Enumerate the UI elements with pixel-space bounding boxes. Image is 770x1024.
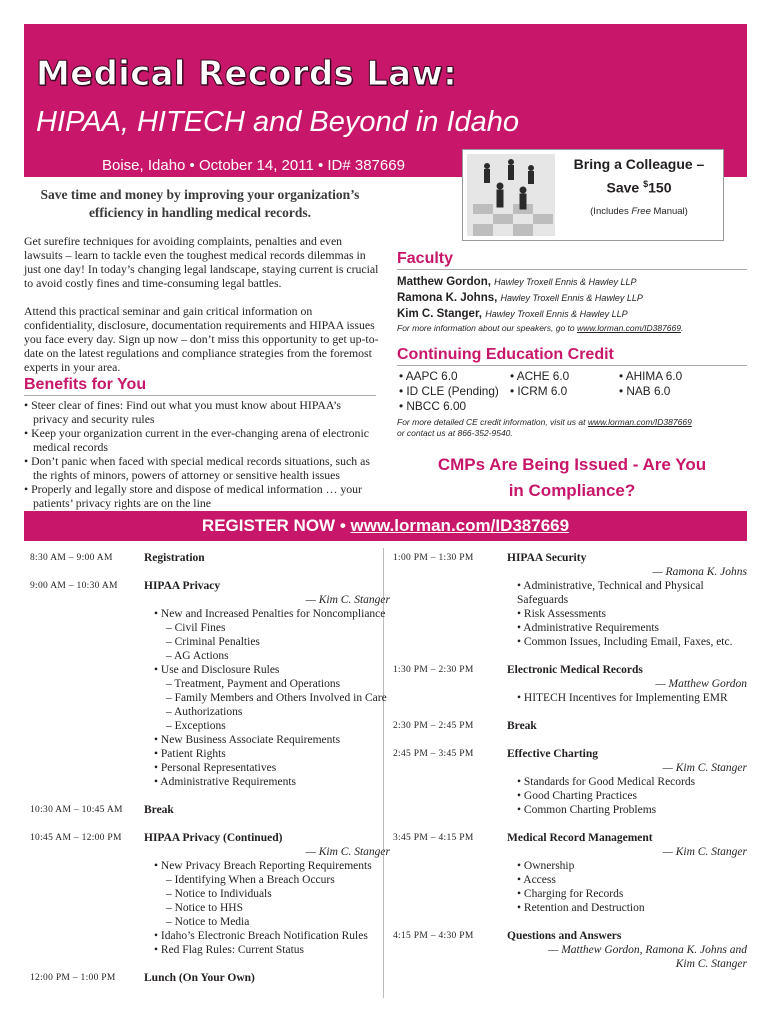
- schedule-time: 4:15 PM – 4:30 PM: [393, 931, 474, 941]
- cmps-line-1: CMPs Are Being Issued - Are You: [437, 455, 707, 474]
- session-presenter: — Kim C. Stanger: [305, 846, 390, 858]
- schedule-time: 12:00 PM – 1:00 PM: [30, 973, 116, 983]
- session-title: Break: [507, 720, 537, 732]
- manual-note-post: Manual): [650, 205, 688, 217]
- page-title: Medical Records Law:: [36, 54, 458, 94]
- schedule-time: 1:00 PM – 1:30 PM: [393, 553, 474, 563]
- session-presenter: — Matthew Gordon: [655, 678, 747, 690]
- session-subtopic: – Criminal Penalties: [166, 636, 260, 648]
- faculty-firm: Hawley Troxell Ennis & Hawley LLP: [494, 277, 637, 287]
- schedule-details: [144, 579, 390, 789]
- cmps-line-2: in Compliance?: [508, 481, 636, 500]
- faculty-more-pre: For more information about our speakers, go to: [397, 323, 578, 333]
- session-presenter: — Kim C. Stanger: [662, 762, 747, 774]
- manual-note-pre: (Includes: [590, 205, 632, 217]
- session-topic: • Use and Disclosure Rules: [154, 664, 280, 676]
- session-title: HIPAA Privacy (Continued): [144, 832, 283, 844]
- session-topic: • Risk Assessments: [517, 608, 607, 620]
- session-topic: Safeguards: [517, 594, 569, 606]
- schedule-item: [393, 719, 747, 733]
- session-topic: • Administrative Requirements: [517, 622, 660, 634]
- intro-paragraph-2: Attend this practical seminar and gain critical information on confidentiality, disclosure, documentation requirements and HIPAA issues you face every day. Sign up now – don’t miss this opportunity to get up-to-date on the latest regulations and compliance strategies from the foremost experts in your area.: [24, 304, 379, 374]
- schedule-time: 3:45 PM – 4:15 PM: [393, 833, 474, 843]
- ce-note-pre: For more detailed CE credit information, visit us at: [397, 417, 588, 427]
- ce-credit: • ID CLE (Pending): [399, 384, 499, 398]
- faculty-link[interactable]: www.lorman.com/ID387669: [577, 323, 681, 333]
- faculty-more-info: [397, 322, 747, 334]
- lead-statement: Save time and money by improving your organization’s efficiency in handling medical records.: [40, 187, 360, 220]
- ce-note-post: or contact us at 866-352-9540.: [397, 428, 513, 438]
- list-item: • Steer clear of fines: Find out what you must know about HIPAA’s privacy and security rules: [24, 398, 341, 426]
- schedule-details: [144, 831, 390, 957]
- schedule-details: [507, 929, 747, 971]
- colleague-headline: Bring a Colleague –: [573, 156, 705, 172]
- ce-credit: • AAPC 6.0: [399, 369, 458, 383]
- faculty-name: Ramona K. Johns,: [397, 292, 498, 304]
- business-people-chess-image: [467, 154, 555, 236]
- session-subtopic: – Identifying When a Breach Occurs: [166, 874, 335, 886]
- session-topic: • Charging for Records: [517, 888, 624, 900]
- ce-link[interactable]: www.lorman.com/ID387669: [587, 417, 692, 427]
- session-topic: • Idaho’s Electronic Breach Notification Rules: [154, 930, 368, 942]
- schedule-left: [30, 551, 390, 985]
- session-presenter: Kim C. Stanger: [675, 958, 747, 970]
- colleague-save: [555, 174, 723, 198]
- session-subtopic: – Notice to Media: [166, 916, 250, 928]
- faculty-firm: Hawley Troxell Ennis & Hawley LLP: [500, 293, 643, 303]
- schedule-item: [30, 551, 390, 565]
- session-topic: • Standards for Good Medical Records: [517, 776, 696, 788]
- session-topic: • Access: [517, 874, 556, 886]
- faculty-title: Faculty: [397, 250, 747, 270]
- ce-note: [397, 417, 747, 439]
- faculty-section: [397, 250, 747, 334]
- register-bar: [24, 511, 747, 541]
- session-topic: • New Business Associate Requirements: [154, 734, 341, 746]
- benefits-title: Benefits for You: [24, 376, 376, 396]
- session-topic: • Common Issues, Including Email, Faxes, etc.: [517, 636, 733, 648]
- session-topic: • Administrative, Technical and Physical: [517, 580, 704, 592]
- schedule-time: 1:30 PM – 2:30 PM: [393, 665, 474, 675]
- session-topic: • Retention and Destruction: [517, 902, 645, 914]
- faculty-member: [397, 306, 747, 322]
- schedule-time: 10:45 AM – 12:00 PM: [30, 833, 122, 843]
- session-title: HIPAA Privacy: [144, 580, 221, 592]
- faculty-member: [397, 290, 747, 306]
- register-link[interactable]: www.lorman.com/ID387669: [350, 516, 570, 535]
- session-subtopic: – AG Actions: [166, 650, 229, 662]
- event-meta: Boise, Idaho • October 14, 2011 • ID# 387669: [102, 157, 405, 174]
- ce-credits: [397, 369, 747, 413]
- session-title: Electronic Medical Records: [507, 664, 643, 676]
- session-subtopic: – Authorizations: [166, 706, 243, 718]
- manual-note: [555, 206, 723, 217]
- session-topic: • Ownership: [517, 860, 575, 872]
- session-subtopic: – Treatment, Payment and Operations: [166, 678, 341, 690]
- schedule-time: 10:30 AM – 10:45 AM: [30, 805, 123, 815]
- schedule-details: [507, 663, 747, 705]
- schedule-details: [507, 831, 747, 915]
- colleague-text: [555, 154, 723, 217]
- save-prefix: Save: [606, 179, 644, 196]
- ce-title: Continuing Education Credit: [397, 346, 747, 366]
- session-presenter: — Ramona K. Johns: [652, 566, 747, 578]
- session-topic: • New Privacy Breach Reporting Requirements: [154, 860, 372, 872]
- session-title: Medical Record Management: [507, 832, 653, 844]
- save-amount: 150: [648, 179, 672, 196]
- ce-credit: • ACHE 6.0: [510, 369, 570, 383]
- faculty-more-post: .: [680, 323, 684, 333]
- ce-section: [397, 346, 747, 439]
- ce-credit: • ICRM 6.0: [510, 384, 568, 398]
- session-topic: • HITECH Incentives for Implementing EMR: [517, 692, 728, 704]
- schedule-time: 2:30 PM – 2:45 PM: [393, 721, 474, 731]
- session-title: Questions and Answers: [507, 930, 622, 942]
- session-topic: • New and Increased Penalties for Noncompliance: [154, 608, 386, 620]
- session-topic: • Personal Representatives: [154, 762, 277, 774]
- colleague-offer-box: [462, 149, 724, 241]
- list-item: • Properly and legally store and dispose of medical information … your patients’ privacy rights are on the line: [24, 482, 362, 510]
- ce-credit: • NBCC 6.00: [399, 399, 467, 413]
- schedule-item: [30, 579, 390, 789]
- faculty-name: Kim C. Stanger,: [397, 308, 482, 320]
- intro-paragraph-1: Get surefire techniques for avoiding complaints, penalties and even lawsuits – learn to tackle even the toughest medical records dilemmas in just one day! In today’s changing legal landscape, staying current is crucial to avoid costly fines and time-consuming legal battles.: [24, 234, 379, 290]
- session-subtopic: – Notice to HHS: [166, 902, 243, 914]
- register-label: REGISTER NOW •: [201, 516, 351, 535]
- session-subtopic: – Exceptions: [166, 720, 226, 732]
- schedule-item: [30, 803, 390, 817]
- schedule-details: [507, 551, 747, 649]
- session-subtopic: – Notice to Individuals: [166, 888, 272, 900]
- manual-note-free: Free: [631, 205, 651, 217]
- session-topic: • Good Charting Practices: [517, 790, 637, 802]
- session-topic: • Patient Rights: [154, 748, 226, 760]
- session-subtopic: – Family Members and Others Involved in Care: [166, 692, 387, 704]
- faculty-member: [397, 274, 747, 290]
- schedule-time: 9:00 AM – 10:30 AM: [30, 581, 118, 591]
- schedule-item: [393, 929, 747, 971]
- page-subtitle: HIPAA, HITECH and Beyond in Idaho: [36, 106, 520, 138]
- benefits-list: [24, 398, 376, 510]
- schedule-details: [144, 551, 390, 565]
- list-item: • Don’t panic when faced with special medical records situations, such as the rights of minors, powers of attorney or sensitive health issues: [24, 454, 370, 482]
- schedule-right: [393, 551, 747, 971]
- session-title: Registration: [144, 552, 205, 564]
- schedule-details: [144, 803, 390, 817]
- schedule-time: 8:30 AM – 9:00 AM: [30, 553, 113, 563]
- schedule-details: [144, 971, 390, 985]
- cmps-callout: [397, 452, 747, 504]
- session-title: Break: [144, 804, 174, 816]
- schedule-details: [507, 747, 747, 817]
- session-presenter: — Kim C. Stanger: [662, 846, 747, 858]
- benefits-section: [24, 376, 376, 510]
- schedule-item: [393, 551, 747, 649]
- list-item: • Keep your organization current in the ever-changing arena of electronic medical records: [24, 426, 369, 454]
- schedule-time: 2:45 PM – 3:45 PM: [393, 749, 474, 759]
- session-title: Lunch (On Your Own): [144, 972, 255, 984]
- session-presenter: — Matthew Gordon, Ramona K. Johns and: [548, 944, 747, 956]
- session-title: HIPAA Security: [507, 552, 587, 564]
- faculty-name: Matthew Gordon,: [397, 276, 491, 288]
- session-topic: • Common Charting Problems: [517, 804, 657, 816]
- schedule-item: [30, 971, 390, 985]
- schedule-item: [393, 831, 747, 915]
- session-subtopic: – Civil Fines: [166, 622, 226, 634]
- session-topic: • Administrative Requirements: [154, 776, 297, 788]
- schedule-item: [30, 831, 390, 957]
- dollar-sign: $: [643, 179, 649, 189]
- session-title: Effective Charting: [507, 748, 599, 760]
- schedule-item: [393, 663, 747, 705]
- schedule-item: [393, 747, 747, 817]
- ce-credit: • NAB 6.0: [619, 384, 671, 398]
- schedule-details: [507, 719, 747, 733]
- session-topic: • Red Flag Rules: Current Status: [154, 944, 305, 956]
- session-presenter: — Kim C. Stanger: [305, 594, 390, 606]
- ce-credit: • AHIMA 6.0: [619, 369, 683, 383]
- faculty-firm: Hawley Troxell Ennis & Hawley LLP: [485, 309, 628, 319]
